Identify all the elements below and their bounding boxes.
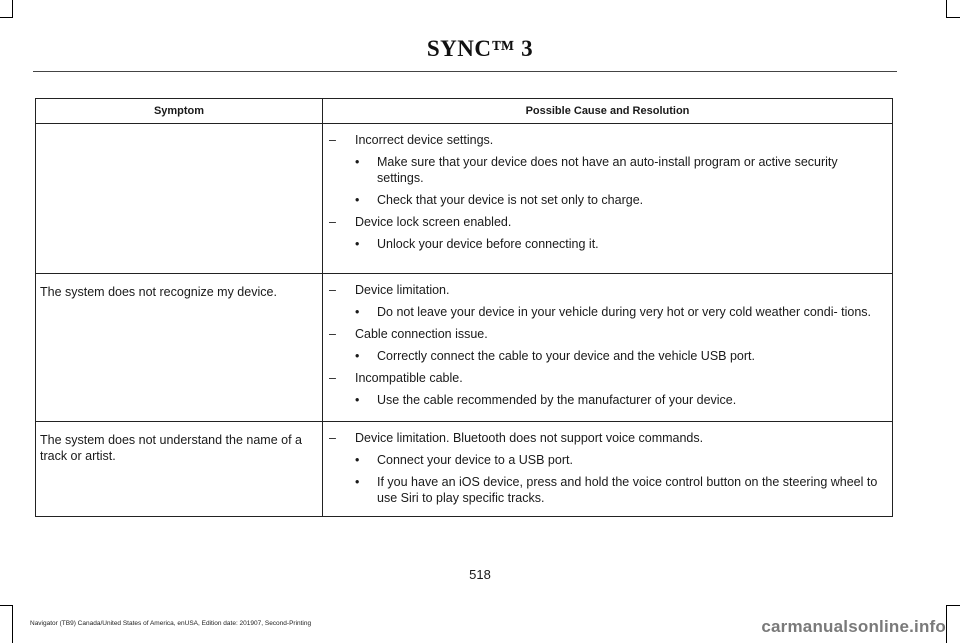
title-divider [33, 71, 897, 72]
page-title: SYNC™ 3 [426, 36, 534, 61]
resolution-text: Correctly connect the cable to your device and the vehicle USB port. [377, 349, 755, 363]
bullet-marker: • [355, 349, 360, 363]
resolution-text: Check that your device is not set only to charge. [377, 193, 644, 207]
resolution-text: Unlock your device before connecting it. [377, 237, 599, 251]
resolution-text: Use the cable recommended by the manufacturer of your device. [377, 393, 737, 407]
symptom-cell: The system does not understand the name of a track or artist. [36, 422, 323, 517]
table-row [36, 124, 893, 274]
dash-marker: – [329, 215, 336, 229]
cause-cell [323, 124, 893, 274]
resolution-text: Connect your device to a USB port. [377, 453, 573, 467]
bullet-marker: • [355, 305, 360, 319]
table-row [36, 274, 893, 422]
resolution-item [329, 236, 886, 252]
cause-text: Device limitation. [355, 283, 450, 297]
resolution-item [329, 154, 886, 186]
cause-text: Device lock screen enabled. [355, 215, 512, 229]
cause-text: Cable connection issue. [355, 327, 488, 341]
resolution-item [329, 474, 886, 506]
crop-mark [12, 605, 13, 643]
bullet-marker: • [355, 453, 360, 467]
troubleshooting-table [35, 98, 893, 517]
cause-cell [323, 274, 893, 422]
resolution-text: If you have an iOS device, press and hold the voice control button on the steering wheel to use Siri to play specific tracks. [377, 475, 878, 505]
bullet-marker: • [355, 193, 360, 207]
cause-item [329, 282, 886, 298]
symptom-cell [36, 124, 323, 274]
cause-item [329, 326, 886, 342]
cause-item [329, 214, 886, 230]
bullet-marker: • [355, 475, 360, 489]
column-header-cause: Possible Cause and Resolution [323, 99, 893, 124]
cause-cell [323, 422, 893, 517]
resolution-text: Do not leave your device in your vehicle during very hot or very cold weather condi- tions. [377, 305, 872, 319]
column-header-symptom: Symptom [36, 99, 323, 124]
resolution-item [329, 348, 886, 364]
cause-text: Incompatible cable. [355, 371, 463, 385]
crop-mark [946, 605, 947, 643]
cause-text: Incorrect device settings. [355, 133, 494, 147]
dash-marker: – [329, 283, 336, 297]
watermark: carmanualsonline.info [761, 617, 946, 636]
resolution-item [329, 192, 886, 208]
resolution-text: Make sure that your device does not have an auto-install program or active security settings. [377, 155, 838, 185]
crop-mark [0, 17, 13, 18]
bullet-marker: • [355, 237, 360, 251]
resolution-item [329, 452, 886, 468]
resolution-item [329, 392, 886, 408]
dash-marker: – [329, 431, 336, 445]
resolution-item [329, 304, 886, 320]
cause-text: Device limitation. Bluetooth does not support voice commands. [355, 431, 704, 445]
table-header-row [36, 99, 893, 124]
dash-marker: – [329, 133, 336, 147]
bullet-marker: • [355, 155, 360, 169]
symptom-cell: The system does not recognize my device. [36, 274, 323, 422]
cause-item [329, 430, 886, 446]
bullet-marker: • [355, 393, 360, 407]
crop-mark [12, 0, 13, 17]
table-row [36, 422, 893, 517]
page-number: 518 [469, 567, 491, 582]
edition-footer: Navigator (TB9) Canada/United States of America, enUSA, Edition date: 201907, Second-Printing [30, 620, 312, 627]
dash-marker: – [329, 371, 336, 385]
crop-mark [946, 605, 960, 606]
dash-marker: – [329, 327, 336, 341]
crop-mark [946, 0, 947, 17]
cause-item [329, 370, 886, 386]
crop-mark [946, 17, 960, 18]
cause-item [329, 132, 886, 148]
